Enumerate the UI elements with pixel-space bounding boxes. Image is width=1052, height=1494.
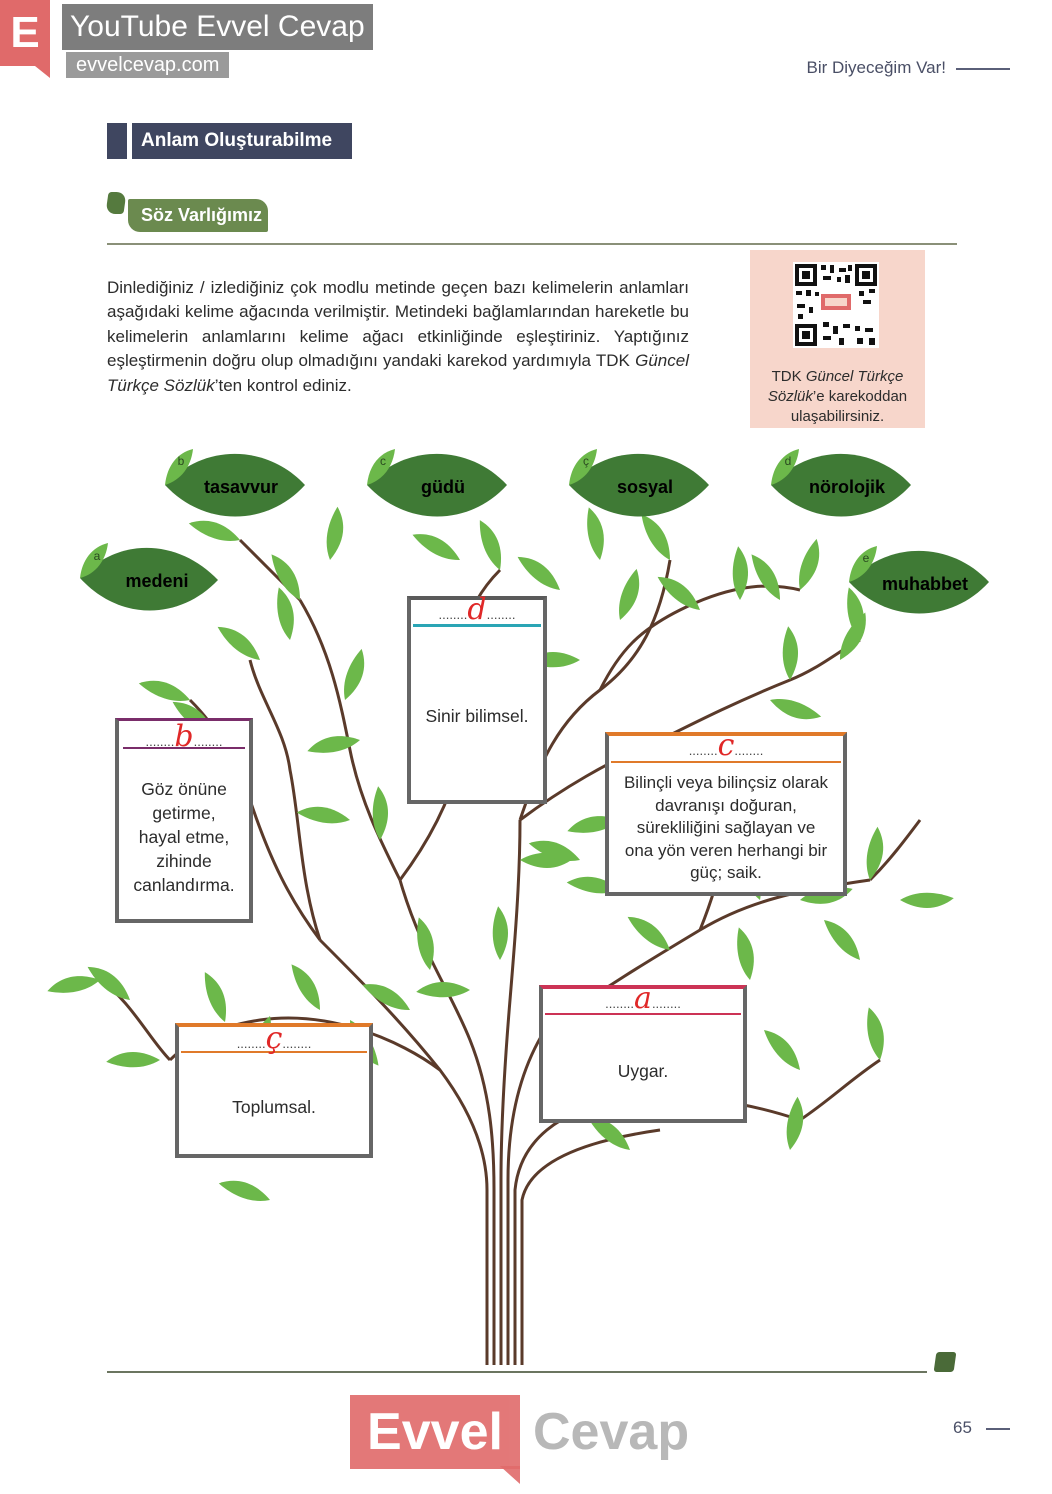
leaf-letter-cc: ç [583,454,589,468]
answer-dots: ........ [605,996,635,1011]
youtube-channel-label: YouTube Evvel Cevap [62,4,373,50]
card-definition: Bilinçli veya bilinçsiz olarak davranışı doğuran, sürekliliğini sağlayan ve ona yön veren herhangi bir güç; saik. [623,773,829,882]
answer-cc: ç [265,1021,283,1056]
page-number: 65 [953,1418,972,1437]
evvel-logo: E [0,0,50,66]
footer-brand-evvel: Evvel [350,1395,520,1469]
footer-mark [934,1352,957,1372]
site-url[interactable]: evvelcevap.com [66,52,229,78]
card-definition: Toplumsal. [232,1097,316,1117]
definition-card-a [539,981,747,1123]
card-definition: Uygar. [617,1061,669,1081]
footer-brand-cevap: Cevap [533,1403,690,1461]
word-leaf-b [165,449,305,517]
answer-d: d [467,592,487,627]
definition-card-b [115,718,253,923]
section-title: Anlam Oluşturabilme [132,123,352,159]
leaf-word-tasavvur: tasavvur [203,477,279,497]
leaf-letter-d: d [784,454,792,468]
card-definition: Göz önüne getirme, hayal etme, zihinde canlandırma. [133,779,235,895]
answer-dots: ........ [145,734,175,749]
intro-text-1: Dinlediğiniz / izlediğiniz çok modlu metinde geçen bazı kelimelerin anlamları aşağıdaki kelime ağacında verilmiştir. Metindeki bağlamlarından hareketle bu kelimelerin anlamlarını kelime ağacı etkinliğinde eşleştiriniz. Yaptığınız eşleştirmenin doğru olup olmadığını yandaki karekod yardımıyla TDK [107,278,689,371]
qr-caption-pre: TDK [771,368,806,385]
qr-caption-post: ’e karekoddan ulaşabilirsiniz. [790,388,908,425]
leaf-word-muhabbet: muhabbet [881,574,969,594]
answer-line-a[interactable] [543,981,743,1016]
answer-dots: ........ [193,734,223,749]
answer-dots: ........ [734,743,764,758]
definition-card-d [407,592,547,804]
answer-dots: ........ [688,743,718,758]
leaf-word-medeni: medeni [125,571,189,591]
footer-brand-tail [500,1466,520,1484]
definition-card-c [605,728,847,896]
answer-dots: ........ [651,996,681,1011]
answer-dots: ........ [236,1036,266,1051]
qr-caption-dictionary: Güncel Türkçe Sözlük [767,368,904,405]
answer-dots: ........ [282,1036,312,1051]
answer-line-d[interactable] [411,592,543,627]
leaf-word-sosyal: sosyal [616,477,674,497]
definition-card-cc [175,1023,373,1158]
subsection-title: Söz Varlığımız [128,199,268,232]
answer-a: a [634,981,652,1016]
answer-line-b[interactable] [119,719,249,754]
card-definition: Sinir bilimsel. [425,706,529,726]
leaf-letter-c: c [380,454,386,468]
page-number-rule [986,1428,1010,1430]
answer-line-c[interactable] [609,728,843,763]
intro-dictionary-title: Güncel Türkçe Sözlük [107,351,689,395]
answer-dots: ........ [438,607,468,622]
intro-text-2: ’ten kontrol ediniz. [214,375,352,395]
answer-line-cc[interactable] [179,1021,369,1056]
word-leaf-d [771,449,911,517]
leaf-word-norolojik: nörolojik [809,477,885,497]
running-head: Bir Diyeceğim Var! [806,58,946,77]
answer-dots: ........ [486,607,516,622]
word-leaf-a [80,543,218,611]
word-leaf-e [849,546,989,614]
word-leaf-cc [569,449,709,517]
answer-c: c [717,728,735,763]
word-leaf-c [367,449,507,517]
leaf-letter-b: b [177,454,185,468]
leaf-word-gudu: güdü [421,477,465,497]
leaf-letter-a: a [93,549,101,563]
footer-rule [107,1371,927,1373]
leaf-letter-e: e [862,551,870,565]
answer-b: b [174,719,194,754]
